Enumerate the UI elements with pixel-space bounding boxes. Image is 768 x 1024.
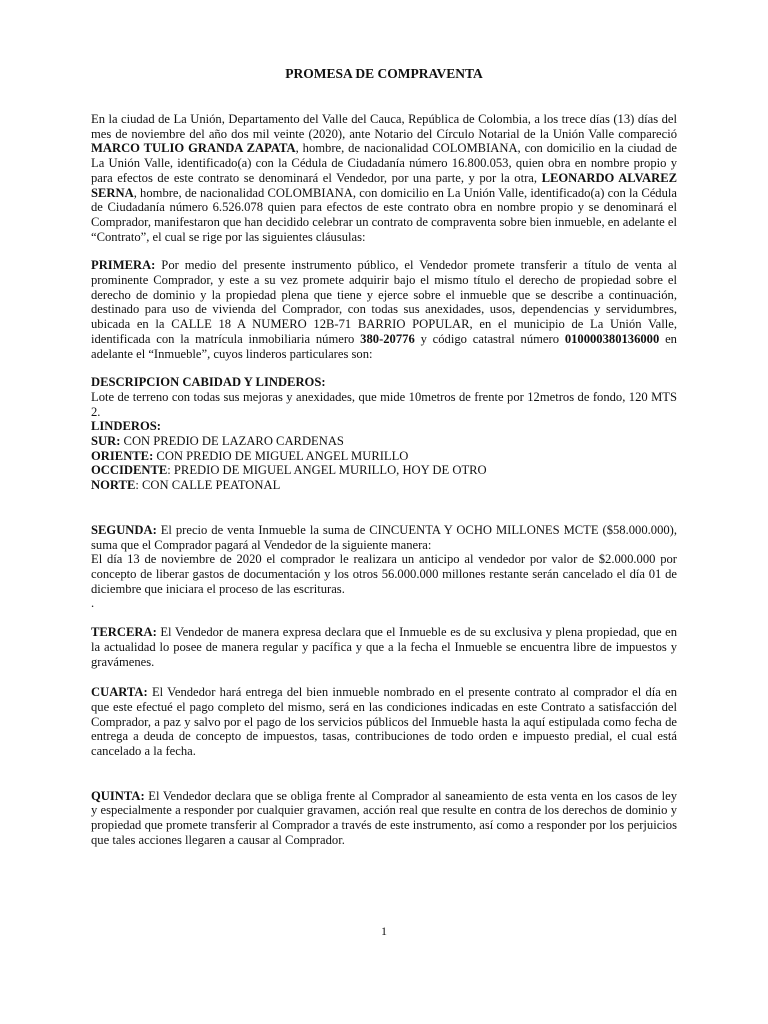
- clause-tercera-label: TERCERA:: [91, 625, 157, 640]
- lindero-oriente: [91, 449, 677, 464]
- clause-segunda: [91, 523, 677, 552]
- stray-dot: .: [91, 596, 95, 611]
- lindero-oriente-label: ORIENTE:: [91, 448, 154, 463]
- linderos-heading-text: LINDEROS:: [91, 419, 161, 434]
- intro-text-2: , hombre, de nacionalidad COLOMBIANA, con domicilio en la ciudad de La Unión Valle, identificado(a) con la Cédula de Ciudadanía número 16.800.053, quien obra en nombre propio y para efectos de este contrato se denominará el Vendedor, por una parte, y por la otra,: [91, 141, 678, 185]
- clause-primera: [91, 258, 677, 361]
- catastral-number: 010000380136000: [564, 331, 660, 346]
- document-body: [91, 112, 677, 848]
- lindero-norte-label: NORTE: [91, 478, 136, 493]
- clause-segunda-payment: El día 13 de noviembre de 2020 el comprador le realizara un anticipo al vendedor por valor de $2.000.000 por concepto de liberar gastos de documentación y los otros 56.000.000 millones restante serán cancelado el día 01 de diciembre que iniciara el proceso de las escrituras.: [91, 552, 677, 596]
- intro-text-3: , hombre, de nacionalidad COLOMBIANA, con domicilio en La Unión Valle, identificado(a) con la Cédula de Ciudadanía número 6.526.078 quien para efectos de este contrato obra en nombre propio y se denominará el Comprador, manifestaron que han decidido celebrar un contrato de compraventa sobre bien inmueble, en adelante el “Contrato”, el cual se rige por las siguientes cláusulas:: [91, 185, 677, 244]
- lindero-norte: [91, 478, 677, 493]
- lindero-sur-text: CON PREDIO DE LAZARO CARDENAS: [120, 434, 344, 449]
- clause-primera-text-3: en adelante el “Inmueble”, cuyos linderos particulares son:: [91, 331, 677, 361]
- linderos-heading: [91, 419, 677, 434]
- clause-segunda-text-1: El precio de venta Inmueble la suma de CINCUENTA Y OCHO MILLONES MCTE ($58.000.000), suma que el Comprador pagará al Vendedor de la siguiente manera:: [91, 522, 677, 552]
- document-title: PROMESA DE COMPRAVENTA: [285, 66, 483, 81]
- clause-quinta-label: QUINTA:: [91, 788, 145, 803]
- clause-tercera: [91, 625, 677, 669]
- lindero-sur: [91, 434, 677, 449]
- matricula-number: 380-20776: [360, 331, 415, 346]
- seller-name: MARCO TULIO GRANDA ZAPATA: [91, 141, 296, 156]
- descripcion-heading-text: DESCRIPCION CABIDAD Y LINDEROS:: [91, 375, 326, 390]
- lindero-occidente-label: OCCIDENTE: [91, 463, 168, 478]
- descripcion-heading: [91, 375, 677, 390]
- clause-primera-text-2: y código catastral número: [414, 331, 565, 346]
- lindero-oriente-text: CON PREDIO DE MIGUEL ANGEL MURILLO: [153, 448, 409, 463]
- lindero-sur-label: SUR:: [91, 434, 121, 449]
- clause-quinta: [91, 789, 677, 848]
- lindero-norte-text: : CON CALLE PEATONAL: [135, 478, 281, 493]
- clause-primera-label: PRIMERA:: [91, 258, 156, 273]
- buyer-name: LEONARDO ALVAREZ SERNA: [91, 170, 677, 200]
- clause-primera-text-1: Por medio del presente instrumento público, el Vendedor promete transferir a título de venta al prominente Comprador, y este a su vez promete adquirir bajo el mismo título el derecho de propiedad sobre el derecho de dominio y la propiedad plena que tiene y ejerce sobre el inmueble que se describe a continuación, destinado para uso de vivienda del Comprador, con todas sus anexidades, usos, dependencias y servidumbres, ubicada en la CALLE 18 A NUMERO 12B-71 BARRIO POPULAR, en el municipio de La Unión Valle, identificada con la matrícula inmobiliaria número: [91, 258, 677, 346]
- intro-paragraph: [91, 112, 677, 244]
- clause-cuarta: [91, 685, 677, 759]
- clause-tercera-text: El Vendedor de manera expresa declara que el Inmueble es de su exclusiva y plena propiedad, que en la actualidad lo posee de manera regular y pacífica y que a la fecha el Inmueble se encuentra libre de impuestos y gravámenes.: [91, 625, 677, 669]
- clause-quinta-text: El Vendedor declara que se obliga frente al Comprador al saneamiento de esta venta en los casos de ley y especialmente a responder por cualquier gravamen, acción real que resulte en contra de los derechos de dominio y propiedad que promete transferir al Comprador a través de este instrumento, así como a responder por los perjuicios que tales acciones llegaren a causar al Comprador.: [91, 788, 677, 847]
- clause-cuarta-label: CUARTA:: [91, 685, 148, 700]
- lindero-occidente: [91, 463, 677, 478]
- intro-text-1: En la ciudad de La Unión, Departamento del Valle del Cauca, República de Colombia, a los trece días (13) días del mes de noviembre del año dos mil veinte (2020), ante Notario del Círculo Notarial de la Unión Valle compareció: [91, 112, 677, 141]
- descripcion-text: Lote de terreno con todas sus mejoras y anexidades, que mide 10metros de frente por 12metros de fondo, 120 MTS 2.: [91, 389, 677, 419]
- lindero-occidente-text: : PREDIO DE MIGUEL ANGEL MURILLO, HOY DE OTRO: [167, 463, 487, 478]
- clause-cuarta-text: El Vendedor hará entrega del bien inmueble nombrado en el presente contrato al comprador el día en que este efectué el pago completo del mismo, será en las condiciones indicadas en este Contrato a satisfacción del Comprador, a paz y salvo por el pago de los servicios públicos del Inmueble hasta la aquí estipulada como fecha de entrega a deuda de concepto de impuestos, tasas, contribuciones de todo orden e impuesto predial, el cual está cancelado a la fecha.: [91, 685, 677, 759]
- page-number: 1: [381, 924, 387, 938]
- clause-segunda-label: SEGUNDA:: [91, 522, 157, 537]
